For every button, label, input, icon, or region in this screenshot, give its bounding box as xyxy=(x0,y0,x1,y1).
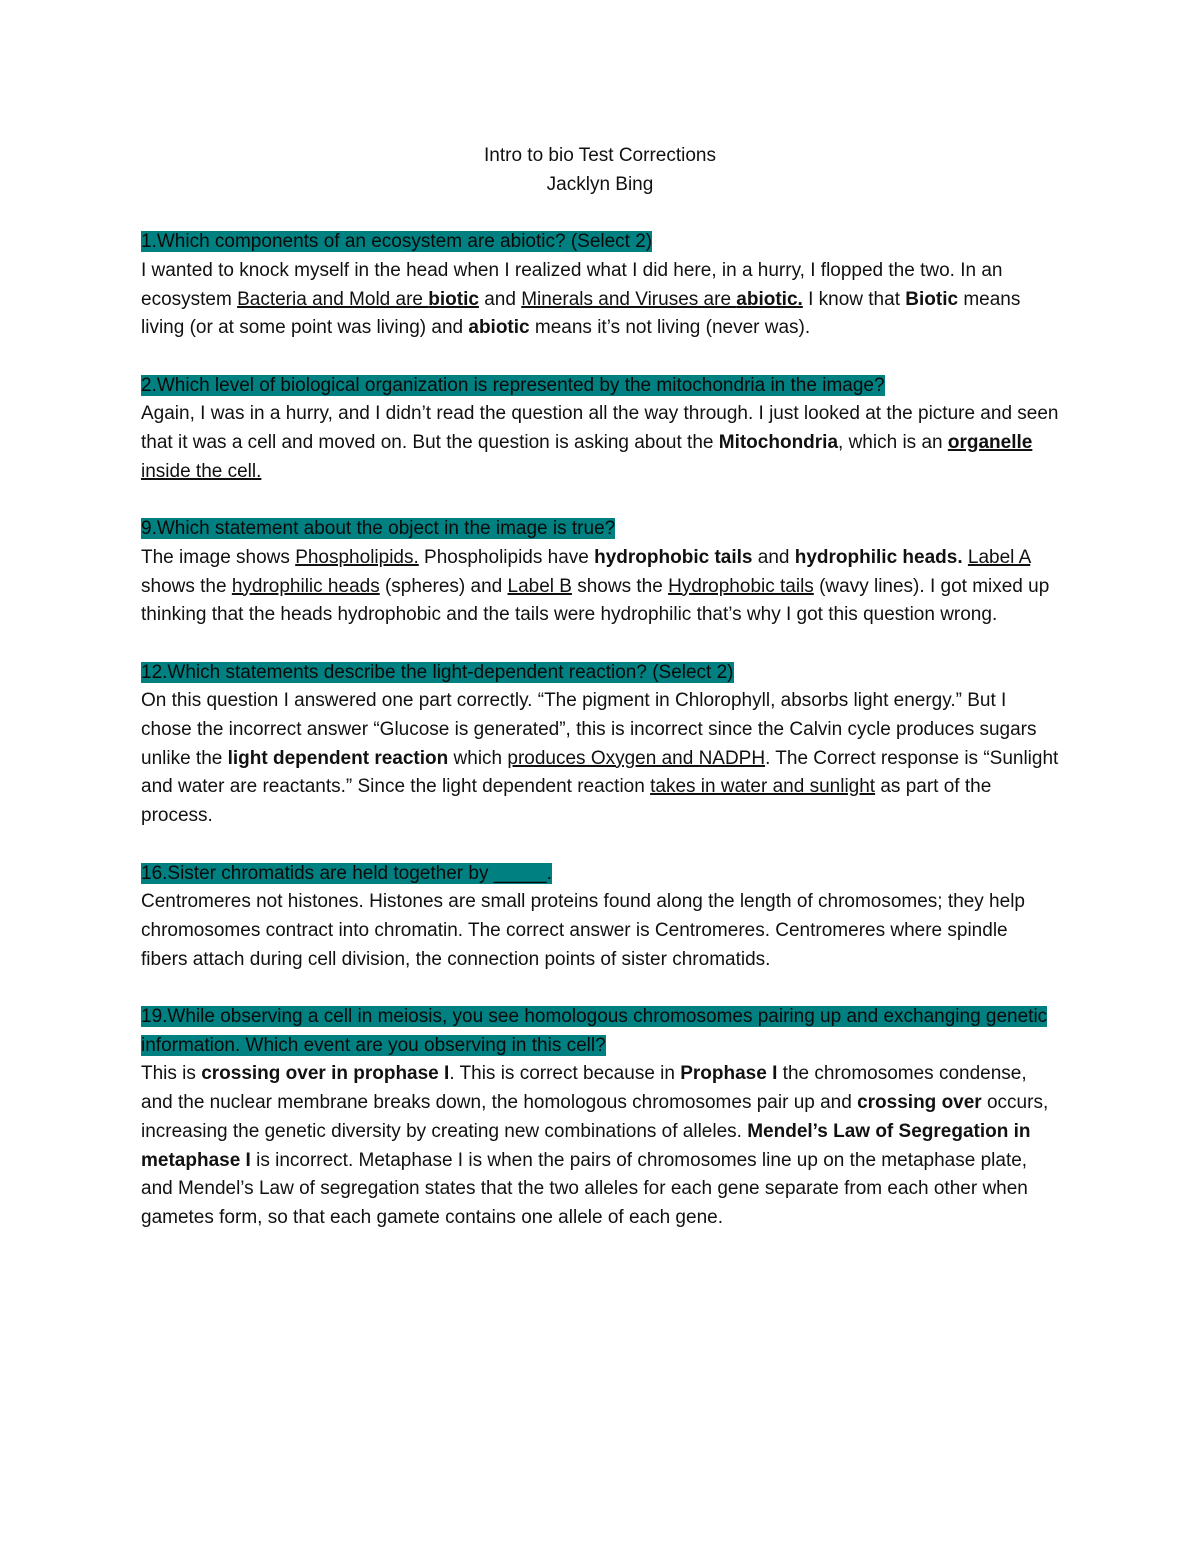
answer-text: the chromosomes condense, and the nuclear membrane breaks down, the homologous chromosomes pair up and xyxy=(141,1063,1027,1114)
answer-text: occurs, increasing the genetic diversity by creating new combinations of alleles. xyxy=(141,1092,1049,1142)
answer-text: I wanted to knock myself in the head when I realized what I did here, in a hurry, I flopped the two. In an ecosystem xyxy=(141,259,1003,310)
answer-text: means living (or at some point was living) and xyxy=(141,288,1021,339)
question-line xyxy=(141,228,1059,257)
answer-text: . The Correct response is “Sunlight and water are reactants.” Since the light dependent reaction xyxy=(141,747,1059,798)
underlined-text: takes in water and sunlight xyxy=(650,776,876,798)
answer-text: is incorrect. Metaphase I is when the pairs of chromosomes line up on the metaphase plate, and Mendel’s Law of segregation states that the two alleles for each gene separate from each other when gametes form, so that each gamete contains one allele of each gene. xyxy=(141,1149,1028,1228)
answer-text: as part of the process. xyxy=(141,776,992,827)
answer-text: , which is an xyxy=(838,432,948,453)
question-line xyxy=(141,515,1059,544)
document-page xyxy=(141,142,1059,1233)
underlined-text: Bacteria and Mold are xyxy=(237,288,429,310)
answer-text: . This is correct because in xyxy=(449,1063,681,1085)
bold-text: hydrophobic tails xyxy=(594,546,753,568)
bold-text: biotic xyxy=(428,288,479,310)
answer-paragraph xyxy=(141,544,1059,630)
bold-text: organelle xyxy=(947,432,1033,453)
correction-section xyxy=(141,659,1059,831)
highlighted-question: 9.Which statement about the object in the image is true? xyxy=(141,518,616,540)
highlighted-question: 1.Which components of an ecosystem are abiotic? (Select 2) xyxy=(141,231,653,253)
highlighted-question: 16.Sister chromatids are held together by _____. xyxy=(141,862,552,884)
underlined-text: hydrophilic heads xyxy=(231,575,380,597)
answer-text: Centromeres not histones. Histones are small proteins found along the length of chromosomes; they help chromosomes contract into chromatin. The correct answer is Centromeres. Centromeres where spindle fibers attach during cell division, the connection points of sister chromatids. xyxy=(141,891,1025,970)
underlined-text: Phospholipids. xyxy=(295,546,419,568)
answer-text: and xyxy=(752,546,795,568)
answer-text: The image shows xyxy=(141,546,296,568)
answer-text: shows the xyxy=(571,575,669,597)
underlined-text: produces Oxygen and NADPH xyxy=(507,747,766,769)
correction-section xyxy=(141,515,1059,630)
highlighted-question: 12.Which statements describe the light-dependent reaction? (Select 2) xyxy=(141,661,734,683)
correction-section xyxy=(141,372,1059,487)
underlined-text: Minerals and Viruses are xyxy=(521,288,737,310)
answer-text: Phospholipids have xyxy=(418,546,595,568)
answer-paragraph xyxy=(141,257,1059,343)
answer-text: (wavy lines). I got mixed up thinking that the heads hydrophobic and the tails were hydrophilic that’s why I got this question wrong. xyxy=(141,575,1050,626)
spacer xyxy=(141,199,1059,228)
highlighted-question: 2.Which level of biological organization is represented by the mitochondria in the image? xyxy=(141,374,885,396)
answer-paragraph xyxy=(141,1060,1059,1232)
bold-text: hydrophilic heads. xyxy=(794,546,963,568)
question-line xyxy=(141,372,1059,401)
answer-text: I know that xyxy=(802,288,906,310)
answer-text: Again, I was in a hurry, and I didn’t read the question all the way through. I just looked at the picture and seen that it was a cell and moved on. But the question is asking about the xyxy=(141,403,1059,453)
answer-text: This is xyxy=(141,1063,202,1085)
bold-text: Mitochondria xyxy=(718,432,839,453)
question-line xyxy=(141,860,1059,889)
answer-paragraph xyxy=(141,687,1059,831)
bold-text: crossing over xyxy=(857,1092,982,1114)
answer-text: which xyxy=(448,747,508,769)
corrections-list xyxy=(141,228,1059,1233)
answer-text: On this question I answered one part correctly. “The pigment in Chlorophyll, absorbs light energy.” But I chose the incorrect answer “Glucose is generated”, this is incorrect since the Calvin cycle produces sugars unlike the xyxy=(141,690,1037,769)
correction-section xyxy=(141,1003,1059,1233)
question-line xyxy=(141,659,1059,688)
correction-section xyxy=(141,860,1059,975)
document-title: Intro to bio Test Corrections xyxy=(484,145,716,166)
answer-text: shows the xyxy=(141,575,232,597)
answer-paragraph xyxy=(141,400,1059,486)
document-author: Jacklyn Bing xyxy=(546,173,654,195)
bold-text: abiotic. xyxy=(736,288,803,310)
bold-text: crossing over in prophase I xyxy=(201,1063,450,1085)
bold-text: abiotic xyxy=(468,317,530,339)
answer-text: and xyxy=(478,288,522,310)
question-line xyxy=(141,1003,1059,1060)
underlined-text: inside the cell. xyxy=(141,460,262,482)
answer-paragraph xyxy=(141,888,1059,974)
underlined-text: Hydrophobic tails xyxy=(668,575,814,597)
bold-text: Biotic xyxy=(905,288,959,310)
answer-text: means it’s not living (never was). xyxy=(529,317,811,339)
bold-text: light dependent reaction xyxy=(227,747,449,769)
answer-text: (spheres) and xyxy=(379,575,508,597)
underlined-text: Label A xyxy=(967,546,1031,568)
underlined-text: Label B xyxy=(507,575,572,597)
highlighted-question: 19.While observing a cell in meiosis, you see homologous chromosomes pairing up and exchanging genetic information. Which event are you observing in this cell? xyxy=(141,1006,1048,1056)
correction-section xyxy=(141,228,1059,343)
bold-text: Prophase I xyxy=(680,1063,778,1085)
bold-text: Mendel’s Law of Segregation in metaphase I xyxy=(141,1120,1031,1171)
